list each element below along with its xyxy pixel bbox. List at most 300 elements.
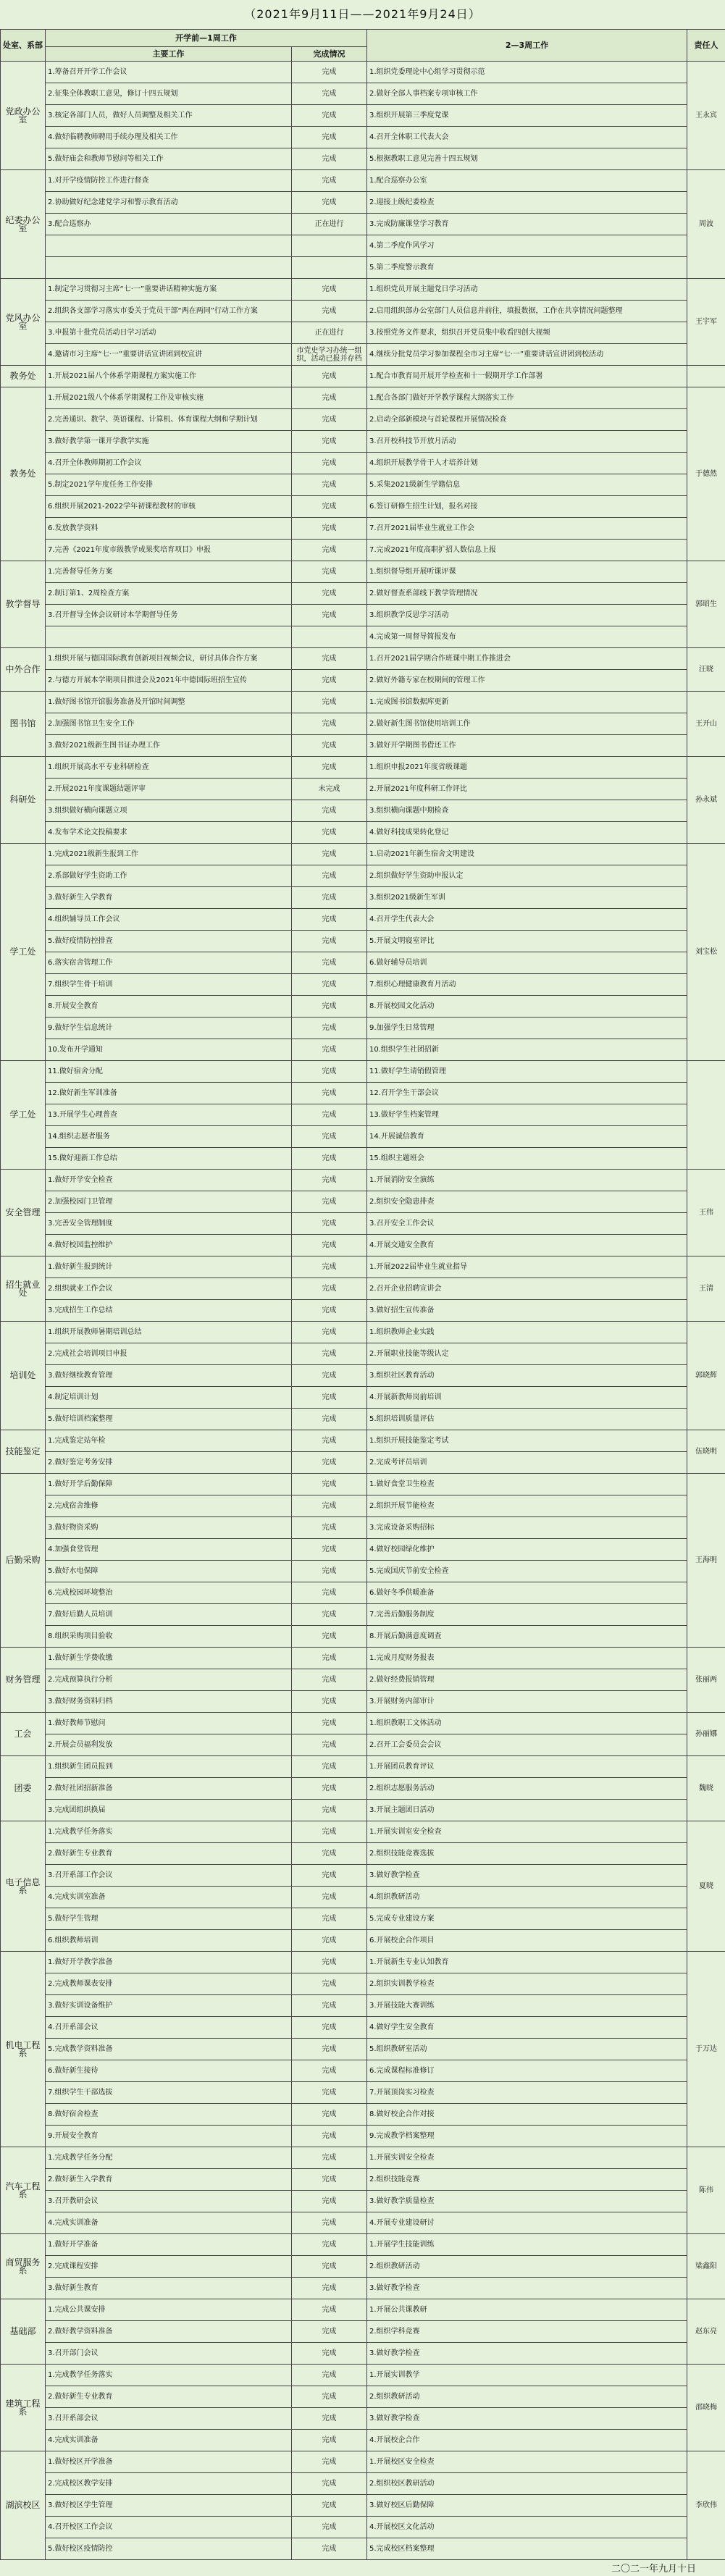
- header-resp: 责任人: [687, 30, 725, 62]
- next-work-cell: 8.做好校企合作对接: [367, 2104, 687, 2126]
- next-work-cell: 3.组织社区教育活动: [367, 1365, 687, 1387]
- main-work-cell: 1.组织开展高水平专业科研检查: [46, 757, 292, 779]
- responsible-cell: 于万达: [687, 1952, 725, 2147]
- next-work-cell: 3.按照党务文件要求，组织召开党员集中收看四创大视频: [367, 322, 687, 344]
- main-work-cell: 4.做好校园监控维护: [46, 1235, 292, 1256]
- next-work-cell: 1.召开2021届学期合作班课中期工作推进会: [367, 648, 687, 670]
- table-row: [1, 713, 725, 735]
- next-work-cell: 6.完成课程标准修订: [367, 2060, 687, 2082]
- status-cell: 完成: [292, 2191, 367, 2212]
- status-cell: 完成: [292, 800, 367, 822]
- footer-date: 二〇二一年九月十日: [611, 2564, 696, 2575]
- table-row: [1, 1561, 725, 1582]
- table-row: [1, 844, 725, 865]
- main-work-cell: 1.制定学习贯彻习主席“七·一”重要讲话精神实施方案: [46, 279, 292, 301]
- status-cell: 完成: [292, 2212, 367, 2234]
- main-work-cell: 3.完成招生工作总结: [46, 1300, 292, 1322]
- status-cell: 完成: [292, 127, 367, 148]
- dept-cell: 教务处: [1, 387, 46, 561]
- table-row: [1, 1952, 725, 1973]
- next-work-cell: 2.召开企业招聘宣讲会: [367, 1278, 687, 1300]
- main-work-cell: 3.召开系部会议: [46, 2408, 292, 2430]
- status-cell: 完成: [292, 822, 367, 844]
- main-work-cell: 6.做好新生接待: [46, 2060, 292, 2082]
- status-cell: 完成: [292, 2104, 367, 2126]
- table-row: [1, 1495, 725, 1517]
- table-row: [1, 148, 725, 170]
- main-work-cell: 2.完善通识、数学、英语课程、计算机、体育课程大纲和学期计划: [46, 409, 292, 431]
- status-cell: 完成: [292, 2234, 367, 2256]
- next-work-cell: 7.组织心理健康教育月活动: [367, 974, 687, 996]
- status-cell: 完成: [292, 1409, 367, 1430]
- table-row: [1, 1148, 725, 1170]
- main-work-cell: 2.做好新生专业教育: [46, 1843, 292, 1865]
- status-cell: 完成: [292, 561, 367, 583]
- table-row: [1, 2169, 725, 2191]
- status-cell: 完成: [292, 1778, 367, 1800]
- table-row: [1, 127, 725, 148]
- main-work-cell: 3.做好财务资料归档: [46, 1691, 292, 1713]
- table-row: [1, 105, 725, 127]
- status-cell: 完成: [292, 1843, 367, 1865]
- main-work-cell: 3.做好2021级新生图书证办理工作: [46, 735, 292, 757]
- dept-cell: 教学督导: [1, 561, 46, 648]
- dept-cell: 基础部: [1, 2299, 46, 2365]
- status-cell: 完成: [292, 2169, 367, 2191]
- main-work-cell: 3.完善安全管理制度: [46, 1213, 292, 1235]
- table-row: [1, 1713, 725, 1734]
- table-row: [1, 2473, 725, 2495]
- status-cell: 完成: [292, 453, 367, 474]
- main-work-cell: 2.征集全体教职工意见，修订十四五规划: [46, 83, 292, 105]
- status-cell: 完成: [292, 62, 367, 83]
- table-row: [1, 518, 725, 540]
- table-row: [1, 1018, 725, 1039]
- responsible-cell: 周波: [687, 170, 725, 279]
- table-row: [1, 322, 725, 344]
- responsible-cell: 刘宝松: [687, 844, 725, 1061]
- status-cell: 完成: [292, 1430, 367, 1452]
- responsible-cell: [687, 1061, 725, 1170]
- work-plan-table: [0, 29, 725, 2560]
- next-work-cell: 5.组织教研室活动: [367, 2039, 687, 2060]
- status-cell: 完成: [292, 2017, 367, 2039]
- next-work-cell: 8.开展校园文化活动: [367, 996, 687, 1018]
- main-work-cell: 3.召开系部工作会议: [46, 1865, 292, 1887]
- table-row: [1, 1821, 725, 1843]
- main-work-cell: 1.做好开学教学准备: [46, 1952, 292, 1973]
- next-work-cell: 4.完成第一周督导简报发布: [367, 626, 687, 648]
- status-cell: 完成: [292, 1517, 367, 1539]
- next-work-cell: 2.组织实训教学检查: [367, 1973, 687, 1995]
- dept-cell: 学工处: [1, 844, 46, 1061]
- next-work-cell: 2.开展2021年度科研工作评比: [367, 779, 687, 800]
- status-cell: 完成: [292, 1973, 367, 1995]
- main-work-cell: 3.完成团组织换届: [46, 1800, 292, 1821]
- dept-cell: 湖滨校区: [1, 2451, 46, 2560]
- responsible-cell: 汪晓: [687, 648, 725, 692]
- next-work-cell: 2.组织校区教研活动: [367, 2473, 687, 2495]
- dept-cell: 工会: [1, 1713, 46, 1756]
- table-row: [1, 1626, 725, 1648]
- header-week1: 开学前—1周工作: [46, 30, 367, 47]
- status-cell: 完成: [292, 387, 367, 409]
- table-row: [1, 387, 725, 409]
- main-work-cell: [46, 626, 292, 648]
- table-row: [1, 1452, 725, 1474]
- next-work-cell: 3.完成设备采购招标: [367, 1517, 687, 1539]
- table-row: [1, 822, 725, 844]
- status-cell: 完成: [292, 1235, 367, 1256]
- next-work-cell: 2.组织技能竞赛选拔: [367, 1843, 687, 1865]
- main-work-cell: 1.组织新生团员报到: [46, 1756, 292, 1778]
- table-row: [1, 1365, 725, 1387]
- table-row: [1, 692, 725, 713]
- status-cell: 完成: [292, 431, 367, 453]
- table-row: [1, 735, 725, 757]
- status-cell: 完成: [292, 1734, 367, 1756]
- next-work-cell: 3.做好开学期图书借还工作: [367, 735, 687, 757]
- status-cell: 完成: [292, 648, 367, 670]
- status-cell: 完成: [292, 1104, 367, 1126]
- status-cell: 完成: [292, 105, 367, 127]
- table-row: [1, 1278, 725, 1300]
- next-work-cell: 3.组织教学反思学习活动: [367, 605, 687, 626]
- table-row: [1, 1756, 725, 1778]
- responsible-cell: 王海明: [687, 1474, 725, 1648]
- main-work-cell: 1.做好新生学费收缴: [46, 1648, 292, 1669]
- main-work-cell: 1.做好开学后勤保障: [46, 1474, 292, 1495]
- status-cell: 完成: [292, 844, 367, 865]
- main-work-cell: 1.完成鉴定站年检: [46, 1430, 292, 1452]
- status-cell: 完成: [292, 1365, 367, 1387]
- responsible-cell: 夏晓: [687, 1821, 725, 1952]
- main-work-cell: 8.做好宿舍检查: [46, 2104, 292, 2126]
- next-work-cell: 1.开展团员教育评议: [367, 1756, 687, 1778]
- next-work-cell: 1.完成月度财务报表: [367, 1648, 687, 1669]
- table-row: [1, 2365, 725, 2386]
- next-work-cell: 1.组织党员开展主题党日学习活动: [367, 279, 687, 301]
- table-row: [1, 496, 725, 518]
- next-work-cell: 15.组织主题班会: [367, 1148, 687, 1170]
- status-cell: 完成: [292, 192, 367, 214]
- main-work-cell: 2.完成预算执行分析: [46, 1669, 292, 1691]
- table-row: [1, 170, 725, 192]
- next-work-cell: 2.做好外籍专家在校期间的管理工作: [367, 670, 687, 692]
- main-work-cell: 8.组织采购项目验收: [46, 1626, 292, 1648]
- dept-cell: 党政办公室: [1, 62, 46, 170]
- main-work-cell: 3.做好实训设备维护: [46, 1995, 292, 2017]
- next-work-cell: 10.组织学生社团招新: [367, 1039, 687, 1061]
- status-cell: 完成: [292, 2386, 367, 2408]
- main-work-cell: 13.开展学生心理普查: [46, 1104, 292, 1126]
- main-work-cell: 5.做好疫情防控排查: [46, 931, 292, 952]
- next-work-cell: 11.做好学生请销假管理: [367, 1061, 687, 1083]
- main-work-cell: 2.开展2021年度课题结题评审: [46, 779, 292, 800]
- next-work-cell: 2.组织学科竞赛: [367, 2321, 687, 2343]
- status-cell: 完成: [292, 409, 367, 431]
- next-work-cell: 1.开展实训安全检查: [367, 2147, 687, 2169]
- main-work-cell: 2.完成社会培训项目申报: [46, 1343, 292, 1365]
- next-work-cell: 5.组织培训质量评估: [367, 1409, 687, 1430]
- table-row: [1, 865, 725, 887]
- status-cell: 完成: [292, 1126, 367, 1148]
- next-work-cell: 3.做好校区后勤保障: [367, 2495, 687, 2517]
- table-row: [1, 996, 725, 1018]
- next-work-cell: 3.做好招生宣传准备: [367, 1300, 687, 1322]
- table-row: [1, 235, 725, 257]
- table-row: [1, 757, 725, 779]
- main-work-cell: 2.加强校园门卫管理: [46, 1191, 292, 1213]
- table-row: [1, 1734, 725, 1756]
- status-cell: 完成: [292, 301, 367, 322]
- dept-cell: 招生就业处: [1, 1256, 46, 1322]
- status-cell: 完成: [292, 1887, 367, 1908]
- next-work-cell: 2.组织教研活动: [367, 2256, 687, 2278]
- table-row: [1, 909, 725, 931]
- table-row: [1, 1104, 725, 1126]
- next-work-cell: 1.开展2022届毕业生就业指导: [367, 1256, 687, 1278]
- main-work-cell: 4.召开系部会议: [46, 2017, 292, 2039]
- table-row: [1, 1973, 725, 1995]
- table-row: [1, 453, 725, 474]
- main-work-cell: 3.召开督导全体会议研讨本学期督导任务: [46, 605, 292, 626]
- next-work-cell: 2.组织志愿服务活动: [367, 1778, 687, 1800]
- table-row: [1, 1409, 725, 1430]
- main-work-cell: 6.落实宿舍管理工作: [46, 952, 292, 974]
- responsible-cell: 梁鑫阳: [687, 2234, 725, 2299]
- status-cell: 完成: [292, 2126, 367, 2147]
- dept-cell: 机电工程系: [1, 1952, 46, 2147]
- next-work-cell: 1.开展公共课教研: [367, 2299, 687, 2321]
- status-cell: 完成: [292, 1322, 367, 1343]
- status-cell: 完成: [292, 366, 367, 387]
- table-row: [1, 2343, 725, 2365]
- main-work-cell: 2.完成校区教学安排: [46, 2473, 292, 2495]
- table-row: [1, 1843, 725, 1865]
- next-work-cell: 5.采集2021级新生学籍信息: [367, 474, 687, 496]
- dept-cell: 中外合作: [1, 648, 46, 692]
- status-cell: 完成: [292, 1474, 367, 1495]
- next-work-cell: 9.完成教学档案整理: [367, 2126, 687, 2147]
- main-work-cell: 6.组织教师培训: [46, 1930, 292, 1952]
- next-work-cell: 3.做好教学检查: [367, 2343, 687, 2365]
- next-work-cell: 2.迎接上级纪委检查: [367, 192, 687, 214]
- table-row: [1, 1083, 725, 1104]
- dept-cell: 商贸服务系: [1, 2234, 46, 2299]
- table-row: [1, 301, 725, 322]
- status-cell: 完成: [292, 1930, 367, 1952]
- table-row: [1, 1213, 725, 1235]
- next-work-cell: 3.做好教学检查: [367, 1865, 687, 1887]
- status-cell: 完成: [292, 2343, 367, 2365]
- table-row: [1, 2017, 725, 2039]
- next-work-cell: 3.开展技能大赛训练: [367, 1995, 687, 2017]
- table-row: [1, 1800, 725, 1821]
- status-cell: 完成: [292, 735, 367, 757]
- responsible-cell: 邵晓梅: [687, 2365, 725, 2451]
- status-cell: 完成: [292, 2060, 367, 2082]
- main-work-cell: 1.完成教学任务分配: [46, 2147, 292, 2169]
- table-row: [1, 561, 725, 583]
- status-cell: 完成: [292, 1387, 367, 1409]
- next-work-cell: 8.开展后勤满意度调查: [367, 1626, 687, 1648]
- responsible-cell: 伍晓明: [687, 1430, 725, 1474]
- next-work-cell: 1.配合市教育局开展开学检查和十一假期开学工作部署: [367, 366, 687, 387]
- dept-cell: 图书馆: [1, 692, 46, 757]
- status-cell: 完成: [292, 2430, 367, 2451]
- next-work-cell: 2.做好经费报销管理: [367, 1669, 687, 1691]
- main-work-cell: 4.发布学术论文投稿要求: [46, 822, 292, 844]
- table-row: [1, 2126, 725, 2147]
- status-cell: 完成: [292, 2473, 367, 2495]
- next-work-cell: 4.开展交通安全教育: [367, 1235, 687, 1256]
- main-work-cell: 2.组织就业工作会议: [46, 1278, 292, 1300]
- table-row: [1, 83, 725, 105]
- status-cell: 完成: [292, 1800, 367, 1821]
- status-cell: 完成: [292, 865, 367, 887]
- table-row: [1, 1887, 725, 1908]
- main-work-cell: 6.发放教学资料: [46, 518, 292, 540]
- table-row: [1, 192, 725, 214]
- main-work-cell: 2.协助做好纪念建党学习和警示教育活动: [46, 192, 292, 214]
- main-work-cell: 2.做好鉴定考务安排: [46, 1452, 292, 1474]
- table-row: [1, 2321, 725, 2343]
- main-work-cell: 2.完成宿舍维修: [46, 1495, 292, 1517]
- status-cell: 完成: [292, 713, 367, 735]
- next-work-cell: 5.开展文明寝室评比: [367, 931, 687, 952]
- dept-cell: 安全管理: [1, 1170, 46, 1256]
- status-cell: 完成: [292, 1648, 367, 1669]
- table-row: [1, 279, 725, 301]
- next-work-cell: 5.根据教职工意见完善十四五规划: [367, 148, 687, 170]
- status-cell: 完成: [292, 952, 367, 974]
- next-work-cell: 14.开展诚信教育: [367, 1126, 687, 1148]
- dept-cell: 党风办公室: [1, 279, 46, 366]
- main-work-cell: 5.做好水电保障: [46, 1561, 292, 1582]
- main-work-cell: 1.做好开学准备: [46, 2234, 292, 2256]
- status-cell: 完成: [292, 1148, 367, 1170]
- next-work-cell: 9.加强学生日常管理: [367, 1018, 687, 1039]
- table-row: [1, 2517, 725, 2538]
- next-work-cell: 1.组织申报2021年度省级课题: [367, 757, 687, 779]
- responsible-cell: 郭晓辉: [687, 1322, 725, 1430]
- main-work-cell: 3.做好继续教育管理: [46, 1365, 292, 1387]
- main-work-cell: 15.做好迎新工作总结: [46, 1148, 292, 1170]
- table-row: [1, 1061, 725, 1083]
- next-work-cell: 4.组织教研活动: [367, 1887, 687, 1908]
- responsible-cell: 张丽两: [687, 1648, 725, 1713]
- main-work-cell: 5.做好培训档案整理: [46, 1409, 292, 1430]
- next-work-cell: 1.完成图书馆数据库更新: [367, 692, 687, 713]
- next-work-cell: 3.开展财务内部审计: [367, 1691, 687, 1713]
- table-row: [1, 214, 725, 235]
- status-cell: 完成: [292, 1821, 367, 1843]
- next-work-cell: 1.开展实训教学: [367, 2365, 687, 2386]
- dept-cell: 后勤采购: [1, 1474, 46, 1648]
- responsible-cell: 王清: [687, 1256, 725, 1322]
- next-work-cell: 12.召开学生干部会议: [367, 1083, 687, 1104]
- status-cell: 完成: [292, 1691, 367, 1713]
- status-cell: 完成: [292, 1061, 367, 1083]
- next-work-cell: 4.组织开展教学骨干人才培养计划: [367, 453, 687, 474]
- responsible-cell: 于德然: [687, 387, 725, 561]
- table-row: [1, 1039, 725, 1061]
- table-row: [1, 1582, 725, 1604]
- dept-cell: 汽车工程系: [1, 2147, 46, 2234]
- status-cell: [292, 257, 367, 279]
- main-work-cell: 1.开展2021级八个体系学期课程工作及审核实施: [46, 387, 292, 409]
- status-cell: 完成: [292, 496, 367, 518]
- status-cell: 完成: [292, 1495, 367, 1517]
- status-cell: 完成: [292, 996, 367, 1018]
- status-cell: 完成: [292, 1213, 367, 1235]
- table-row: [1, 2299, 725, 2321]
- status-cell: 完成: [292, 1582, 367, 1604]
- main-work-cell: 5.做好学生管理: [46, 1908, 292, 1930]
- table-row: [1, 779, 725, 800]
- next-work-cell: 3.组织开展第三季度党课: [367, 105, 687, 127]
- status-cell: 完成: [292, 148, 367, 170]
- main-work-cell: 1.做好教师节慰问: [46, 1713, 292, 1734]
- status-cell: 完成: [292, 1278, 367, 1300]
- dept-cell: 科研处: [1, 757, 46, 844]
- status-cell: 完成: [292, 670, 367, 692]
- main-work-cell: 3.做好校区学生管理: [46, 2495, 292, 2517]
- next-work-cell: 3.做好教学检查: [367, 2278, 687, 2299]
- main-work-cell: 6.组织开展2021-2022学年初课程教材的审核: [46, 496, 292, 518]
- table-row: [1, 1430, 725, 1452]
- main-work-cell: 4.加强食堂管理: [46, 1539, 292, 1561]
- main-work-cell: 1.做好新生报到统计: [46, 1256, 292, 1278]
- status-cell: 完成: [292, 83, 367, 105]
- responsible-cell: 王宇军: [687, 279, 725, 366]
- dept-cell: 财务管理: [1, 1648, 46, 1713]
- status-cell: 完成: [292, 583, 367, 605]
- main-work-cell: 7.完善《2021年度市级教学成果奖培育项目》申报: [46, 540, 292, 561]
- table-row: [1, 2495, 725, 2517]
- table-row: [1, 1648, 725, 1669]
- dept-cell: 建筑工程系: [1, 2365, 46, 2451]
- next-work-cell: 1.组织党委理论中心组学习贯彻示范: [367, 62, 687, 83]
- next-work-cell: 4.做好科技成果转化登记: [367, 822, 687, 844]
- table-row: [1, 2408, 725, 2430]
- table-row: [1, 2104, 725, 2126]
- main-work-cell: 2.加强图书馆卫生安全工作: [46, 713, 292, 735]
- status-cell: 完成: [292, 2495, 367, 2517]
- main-work-cell: [46, 235, 292, 257]
- dept-cell: 教务处: [1, 366, 46, 387]
- next-work-cell: 2.启用组织部办公室部门人员信息并前往，填报数据，工作在共享情况问题整理: [367, 301, 687, 322]
- main-work-cell: 14.组织志愿者服务: [46, 1126, 292, 1148]
- table-row: [1, 605, 725, 626]
- status-cell: 完成: [292, 1952, 367, 1973]
- status-cell: 完成: [292, 1626, 367, 1648]
- status-cell: 完成: [292, 2147, 367, 2169]
- next-work-cell: 5.完成校区档案整理: [367, 2538, 687, 2560]
- table-row: [1, 1908, 725, 1930]
- next-work-cell: 1.开展消防安全演练: [367, 1170, 687, 1191]
- main-work-cell: 1.完成教学任务落实: [46, 1821, 292, 1843]
- main-work-cell: 1.组织开展与德国国际教育创新项目视频会议，研讨具体合作方案: [46, 648, 292, 670]
- status-cell: 完成: [292, 170, 367, 192]
- main-work-cell: 9.开展安全教育: [46, 2126, 292, 2147]
- header-row-1: [1, 30, 725, 47]
- next-work-cell: 3.组织2021级新生军训: [367, 887, 687, 909]
- next-work-cell: 1.启动2021年新生宿舍文明建设: [367, 844, 687, 865]
- main-work-cell: 2.做好新生专业教育: [46, 2386, 292, 2408]
- status-cell: 完成: [292, 757, 367, 779]
